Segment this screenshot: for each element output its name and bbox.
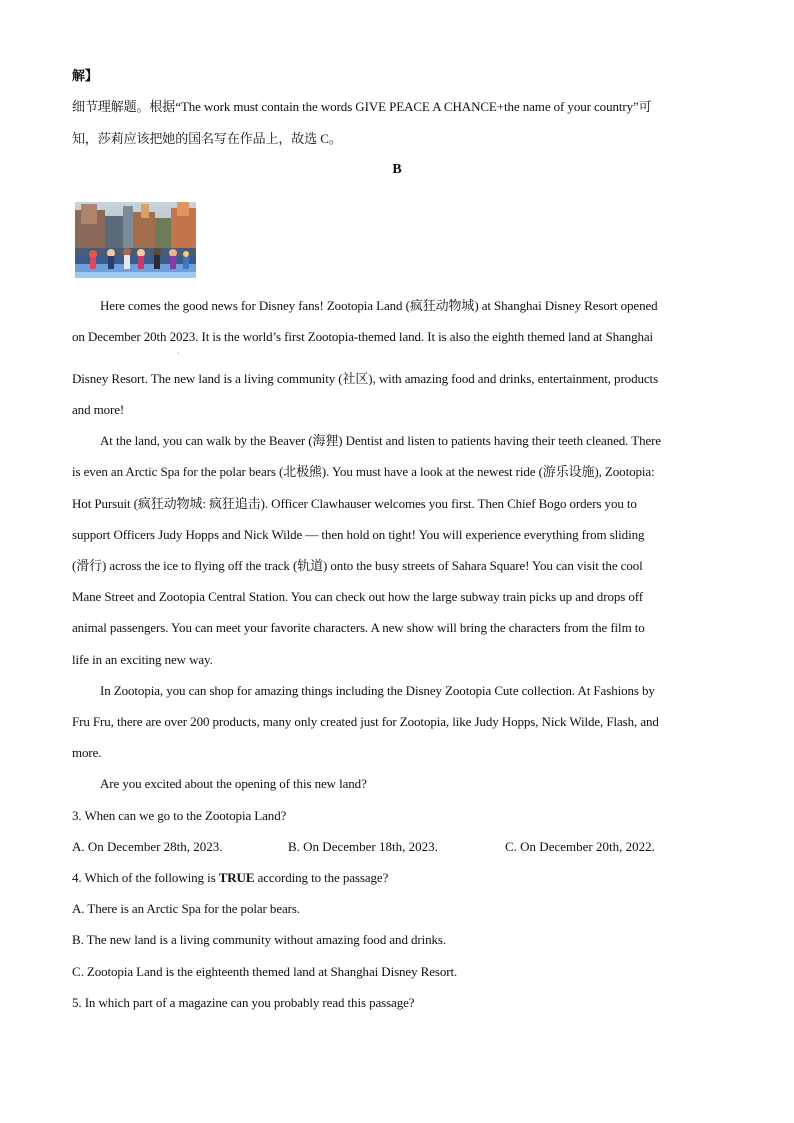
section-letter: B [392,162,402,177]
question-4-stem-after: according to the passage? [254,870,389,885]
passage-p1-line-3: Disney Resort. The new land is a living community (社区), with amazing food and drinks, entertainment, products [72,371,659,386]
passage-p2-line-4: support Officers Judy Hopps and Nick Wilde — then hold on tight! You will experience everything from sliding [72,527,645,542]
answer-label: 解】 [72,68,98,83]
passage-p3-line-1: In Zootopia, you can shop for amazing things including the Disney Zootopia Cute collection. At Fashions by [100,683,655,698]
question-4-option-b: B. The new land is a living community without amazing food and drinks. [72,932,447,947]
question-4-stem [72,870,388,886]
passage-p2-line-8: life in an exciting new way. [72,652,213,667]
passage-p2-line-3: Hot Pursuit (疯狂动物城: 疯狂追击). Officer Clawhauser welcomes you first. Then Chief Bogo orders you to [72,496,637,511]
analysis-line-1: 细节理解题。根据“The work must contain the words GIVE PEACE A CHANCE+the name of your country”可 [72,99,652,114]
passage-p2-line-5: (滑行) across the ice to flying off the track (轨道) onto the busy streets of Sahara Square! You can visit the cool [72,558,643,573]
passage-p2-line-6: Mane Street and Zootopia Central Station. You can check out how the large subway train picks up and drops off [72,589,643,604]
passage-p3-line-2: Fru Fru, there are over 200 products, many only created just for Zootopia, like Judy Hopps, Nick Wilde, Flash, and [72,714,659,729]
passage-p3-line-3: more. [72,745,102,760]
passage-p2-line-7: animal passengers. You can meet your favorite characters. A new show will bring the characters from the film to [72,620,645,635]
question-5-stem: 5. In which part of a magazine can you probably read this passage? [72,995,415,1010]
question-3-option-c: C. On December 20th, 2022. [505,839,655,854]
passage-p1-line-1: Here comes the good news for Disney fans! Zootopia Land (疯狂动物城) at Shanghai Disney Resort opened [100,298,658,313]
passage-p4: Are you excited about the opening of this new land? [100,776,367,791]
passage-p2-line-1: At the land, you can walk by the Beaver (海狸) Dentist and listen to patients having their teeth cleaned. There [100,433,662,448]
passage-p2-line-2: is even an Arctic Spa for the polar bears (北极熊). You must have a look at the newest ride (游乐设施), Zootopia: [72,464,655,479]
zootopia-land-photo [75,202,196,278]
question-4-stem-bold: TRUE [218,870,255,885]
text-mark: ˌ [177,345,180,354]
question-3-option-b: B. On December 18th, 2023. [288,839,438,854]
question-4-option-a: A. There is an Arctic Spa for the polar bears. [72,901,300,916]
analysis-line-2: 知，莎莉应该把她的国名写在作品上，故选 C。 [72,131,342,146]
passage-p1-line-4: and more! [72,402,125,417]
passage-p1-line-2: on December 20th 2023. It is the world’s first Zootopia-themed land. It is also the eighth themed land at Shanghai [72,329,654,344]
question-4-stem-before: 4. Which of the following is [72,870,219,885]
question-3-stem: 3. When can we go to the Zootopia Land? [72,808,287,823]
question-4-option-c: C. Zootopia Land is the eighteenth themed land at Shanghai Disney Resort. [72,964,458,979]
question-3-option-a: A. On December 28th, 2023. [72,839,223,854]
